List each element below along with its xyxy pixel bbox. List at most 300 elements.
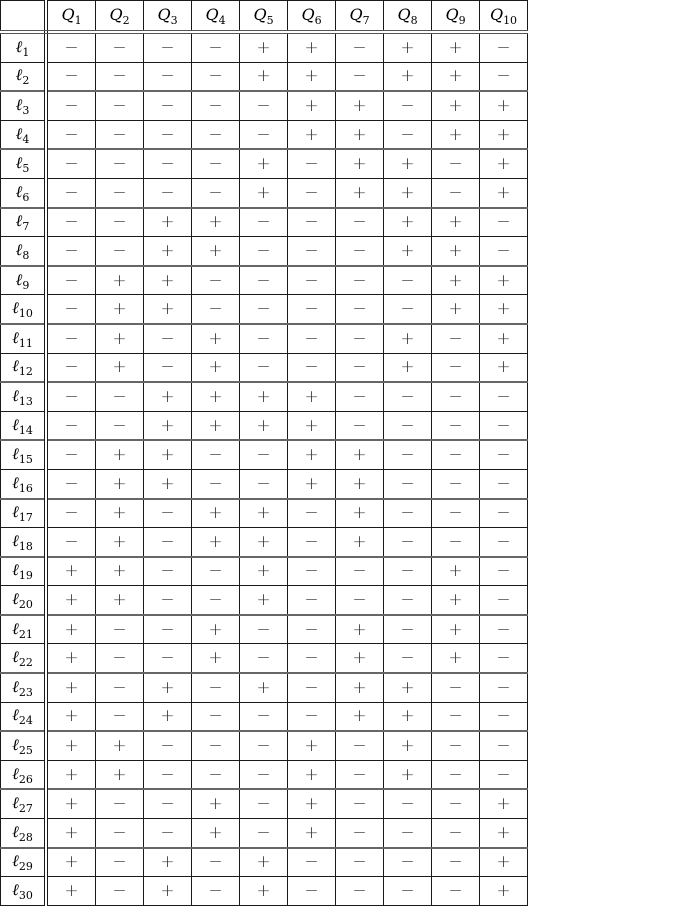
sign-cell: − xyxy=(336,877,384,906)
row-symbol: ℓ xyxy=(12,560,19,580)
sign-cell: − xyxy=(288,557,336,586)
sign-cell: + xyxy=(144,208,192,237)
row-index: 10 xyxy=(18,307,33,321)
sign-cell: − xyxy=(336,557,384,586)
sign-cell: − xyxy=(144,557,192,586)
row-symbol: ℓ xyxy=(12,880,19,900)
row-symbol: ℓ xyxy=(15,153,23,173)
sign-cell: + xyxy=(192,789,240,818)
sign-cell: − xyxy=(384,266,432,295)
sign-cell: + xyxy=(240,499,288,528)
row-symbol: ℓ xyxy=(12,327,19,347)
column-symbol: Q xyxy=(301,4,315,24)
sign-cell: − xyxy=(46,178,96,207)
row-symbol: ℓ xyxy=(12,647,19,667)
sign-cell: + xyxy=(144,382,192,411)
sign-cell: + xyxy=(240,877,288,906)
row-header xyxy=(1,644,47,673)
sign-cell: + xyxy=(96,499,144,528)
sign-cell: + xyxy=(144,266,192,295)
table-row xyxy=(1,848,528,877)
row-index: 22 xyxy=(18,656,33,670)
sign-cell: − xyxy=(96,702,144,731)
sign-cell: + xyxy=(144,411,192,440)
row-header xyxy=(1,178,47,207)
sign-cell: − xyxy=(96,382,144,411)
sign-cell: − xyxy=(144,789,192,818)
sign-cell: − xyxy=(96,615,144,644)
sign-cell: − xyxy=(480,440,528,469)
sign-cell: − xyxy=(336,760,384,789)
column-symbol: Q xyxy=(253,4,267,24)
row-header xyxy=(1,731,47,760)
row-symbol: ℓ xyxy=(15,181,23,201)
sign-cell: + xyxy=(240,673,288,702)
table-row xyxy=(1,877,528,906)
sign-cell: + xyxy=(432,32,480,62)
sign-cell: − xyxy=(288,499,336,528)
sign-cell: − xyxy=(480,411,528,440)
column-header-q10 xyxy=(480,1,528,33)
sign-cell: + xyxy=(192,819,240,848)
sign-cell: + xyxy=(96,295,144,324)
row-symbol: ℓ xyxy=(12,705,19,725)
sign-cell: + xyxy=(480,91,528,120)
sign-cell: + xyxy=(288,789,336,818)
sign-cell: − xyxy=(96,819,144,848)
sign-cell: − xyxy=(144,528,192,557)
row-header xyxy=(1,237,47,266)
column-header-q1 xyxy=(46,1,96,33)
sign-cell: + xyxy=(288,469,336,498)
sign-cell: + xyxy=(384,178,432,207)
column-symbol: Q xyxy=(61,4,75,24)
sign-cell: − xyxy=(384,499,432,528)
sign-cell: + xyxy=(480,266,528,295)
sign-cell: − xyxy=(480,702,528,731)
sign-cell: + xyxy=(240,382,288,411)
sign-cell: − xyxy=(46,528,96,557)
table-row xyxy=(1,557,528,586)
sign-cell: + xyxy=(96,353,144,382)
row-index: 13 xyxy=(18,394,33,408)
sign-cell: − xyxy=(480,528,528,557)
table-row xyxy=(1,528,528,557)
sign-cell: + xyxy=(336,120,384,149)
sign-cell: − xyxy=(288,266,336,295)
sign-cell: + xyxy=(384,702,432,731)
row-header xyxy=(1,120,47,149)
column-header-q4 xyxy=(192,1,240,33)
row-symbol: ℓ xyxy=(15,211,23,231)
sign-cell: − xyxy=(144,586,192,615)
sign-cell: − xyxy=(336,208,384,237)
sign-cell: − xyxy=(240,440,288,469)
row-symbol: ℓ xyxy=(12,385,19,405)
sign-cell: − xyxy=(240,266,288,295)
sign-cell: − xyxy=(240,644,288,673)
sign-cell: + xyxy=(46,731,96,760)
sign-cell: − xyxy=(288,353,336,382)
row-index: 5 xyxy=(22,162,30,176)
sign-cell: + xyxy=(336,528,384,557)
sign-cell: − xyxy=(480,208,528,237)
sign-cell: + xyxy=(144,469,192,498)
row-index: 8 xyxy=(22,248,30,262)
sign-cell: + xyxy=(288,440,336,469)
sign-cell: − xyxy=(240,295,288,324)
sign-cell: − xyxy=(432,702,480,731)
sign-cell: − xyxy=(46,440,96,469)
row-index: 27 xyxy=(18,802,33,816)
sign-cell: + xyxy=(432,120,480,149)
table-row xyxy=(1,382,528,411)
sign-cell: − xyxy=(46,469,96,498)
sign-cell: − xyxy=(96,149,144,178)
table-row xyxy=(1,353,528,382)
row-header xyxy=(1,819,47,848)
sign-cell: − xyxy=(96,237,144,266)
sign-cell: − xyxy=(432,528,480,557)
column-symbol: Q xyxy=(109,4,123,24)
table-row xyxy=(1,178,528,207)
row-header xyxy=(1,411,47,440)
row-header xyxy=(1,469,47,498)
sign-cell: + xyxy=(384,32,432,62)
row-index: 14 xyxy=(18,423,33,437)
row-index: 29 xyxy=(18,860,33,874)
sign-cell: − xyxy=(288,208,336,237)
sign-cell: + xyxy=(480,819,528,848)
sign-cell: + xyxy=(480,353,528,382)
sign-cell: + xyxy=(432,208,480,237)
table-row xyxy=(1,208,528,237)
sign-cell: + xyxy=(240,149,288,178)
sign-cell: + xyxy=(46,877,96,906)
sign-cell: + xyxy=(46,615,96,644)
sign-cell: − xyxy=(96,644,144,673)
sign-cell: + xyxy=(432,62,480,91)
row-header xyxy=(1,208,47,237)
column-symbol: Q xyxy=(349,4,363,24)
sign-cell: + xyxy=(288,760,336,789)
sign-cell: − xyxy=(336,819,384,848)
sign-cell: + xyxy=(96,469,144,498)
row-header xyxy=(1,848,47,877)
row-header xyxy=(1,91,47,120)
sign-cell: − xyxy=(144,499,192,528)
sign-cell: − xyxy=(336,411,384,440)
row-index: 18 xyxy=(18,539,33,553)
sign-cell: + xyxy=(240,32,288,62)
sign-cell: − xyxy=(240,615,288,644)
sign-cell: + xyxy=(240,62,288,91)
table-row xyxy=(1,32,528,62)
row-index: 15 xyxy=(18,453,33,467)
column-index: 1 xyxy=(74,13,82,27)
table-row xyxy=(1,499,528,528)
sign-cell: + xyxy=(46,586,96,615)
sign-cell: + xyxy=(144,237,192,266)
row-header xyxy=(1,149,47,178)
sign-cell: + xyxy=(384,62,432,91)
sign-cell: + xyxy=(46,848,96,877)
column-index: 9 xyxy=(458,13,466,27)
column-index: 2 xyxy=(122,13,130,27)
sign-cell: − xyxy=(384,469,432,498)
sign-cell: − xyxy=(336,353,384,382)
column-index: 6 xyxy=(314,13,322,27)
sign-cell: + xyxy=(384,731,432,760)
table-row xyxy=(1,731,528,760)
sign-cell: − xyxy=(288,237,336,266)
table-row xyxy=(1,440,528,469)
row-index: 19 xyxy=(18,569,33,583)
sign-cell: − xyxy=(46,324,96,353)
sign-cell: − xyxy=(192,469,240,498)
sign-cell: + xyxy=(480,324,528,353)
table-row xyxy=(1,702,528,731)
sign-cell: − xyxy=(46,499,96,528)
row-index: 17 xyxy=(18,511,33,525)
sign-cell: − xyxy=(192,178,240,207)
sign-cell: + xyxy=(288,382,336,411)
sign-cell: + xyxy=(336,440,384,469)
sign-cell: − xyxy=(46,411,96,440)
sign-cell: + xyxy=(46,760,96,789)
column-header-q8 xyxy=(384,1,432,33)
sign-cell: − xyxy=(336,62,384,91)
sign-cell: − xyxy=(384,411,432,440)
sign-cell: + xyxy=(46,789,96,818)
row-symbol: ℓ xyxy=(12,735,19,755)
sign-cell: − xyxy=(240,702,288,731)
sign-cell: + xyxy=(144,848,192,877)
sign-cell: − xyxy=(480,32,528,62)
sign-cell: + xyxy=(144,673,192,702)
sign-cell: − xyxy=(432,149,480,178)
sign-cell: − xyxy=(96,91,144,120)
sign-cell: + xyxy=(288,731,336,760)
sign-cell: + xyxy=(192,644,240,673)
table-row xyxy=(1,789,528,818)
sign-cell: + xyxy=(192,324,240,353)
sign-cell: − xyxy=(192,149,240,178)
row-index: 16 xyxy=(18,481,33,495)
sign-cell: − xyxy=(96,32,144,62)
sign-cell: + xyxy=(144,702,192,731)
sign-cell: − xyxy=(192,848,240,877)
sign-cell: − xyxy=(192,702,240,731)
sign-cell: + xyxy=(96,586,144,615)
sign-cell: − xyxy=(336,324,384,353)
row-symbol: ℓ xyxy=(15,94,23,114)
sign-cell: + xyxy=(288,411,336,440)
sign-cell: + xyxy=(240,586,288,615)
column-symbol: Q xyxy=(157,4,171,24)
sign-cell: − xyxy=(240,91,288,120)
table-row xyxy=(1,644,528,673)
sign-cell: + xyxy=(288,91,336,120)
sign-cell: − xyxy=(96,120,144,149)
sign-cell: + xyxy=(192,208,240,237)
sign-cell: + xyxy=(96,557,144,586)
table-row xyxy=(1,120,528,149)
sign-cell: − xyxy=(432,178,480,207)
sign-cell: − xyxy=(480,237,528,266)
sign-cell: + xyxy=(192,615,240,644)
sign-cell: − xyxy=(46,149,96,178)
sign-cell: − xyxy=(432,324,480,353)
row-index: 7 xyxy=(22,220,30,234)
row-symbol: ℓ xyxy=(12,821,19,841)
sign-cell: + xyxy=(384,237,432,266)
sign-cell: + xyxy=(240,557,288,586)
sign-cell: − xyxy=(336,295,384,324)
sign-cell: − xyxy=(192,877,240,906)
sign-cell: − xyxy=(480,557,528,586)
sign-cell: + xyxy=(384,760,432,789)
row-header xyxy=(1,324,47,353)
sign-cell: − xyxy=(480,760,528,789)
sign-cell: + xyxy=(144,440,192,469)
row-index: 20 xyxy=(18,598,33,612)
row-header xyxy=(1,440,47,469)
table-row xyxy=(1,324,528,353)
sign-cell: − xyxy=(384,295,432,324)
column-index: 3 xyxy=(170,13,178,27)
table-row xyxy=(1,819,528,848)
sign-cell: − xyxy=(192,91,240,120)
sign-cell: − xyxy=(384,848,432,877)
sign-cell: − xyxy=(192,673,240,702)
sign-cell: − xyxy=(336,586,384,615)
sign-cell: − xyxy=(96,848,144,877)
sign-cell: − xyxy=(480,644,528,673)
sign-cell: + xyxy=(240,411,288,440)
row-header xyxy=(1,528,47,557)
row-symbol: ℓ xyxy=(15,36,23,56)
sign-cell: − xyxy=(240,469,288,498)
row-index: 6 xyxy=(22,190,30,204)
sign-cell: − xyxy=(144,760,192,789)
sign-cell: − xyxy=(336,848,384,877)
column-header-q2 xyxy=(96,1,144,33)
sign-cell: + xyxy=(96,324,144,353)
sign-cell: − xyxy=(480,469,528,498)
sign-cell: − xyxy=(432,877,480,906)
sign-cell: − xyxy=(46,237,96,266)
sign-cell: + xyxy=(480,295,528,324)
column-header-q5 xyxy=(240,1,288,33)
sign-cell: + xyxy=(432,237,480,266)
sign-cell: + xyxy=(192,499,240,528)
sign-cell: + xyxy=(240,528,288,557)
column-index: 10 xyxy=(503,13,518,27)
sign-cell: − xyxy=(384,819,432,848)
sign-cell: − xyxy=(480,586,528,615)
sign-cell: + xyxy=(432,586,480,615)
sign-cell: − xyxy=(240,819,288,848)
sign-cell: − xyxy=(336,237,384,266)
sign-cell: − xyxy=(192,295,240,324)
sign-cell: + xyxy=(46,819,96,848)
sign-cell: − xyxy=(96,62,144,91)
sign-cell: − xyxy=(432,789,480,818)
sign-cell: − xyxy=(240,120,288,149)
sign-cell: − xyxy=(46,295,96,324)
sign-cell: − xyxy=(144,91,192,120)
row-index: 26 xyxy=(18,772,33,786)
sign-cell: − xyxy=(144,32,192,62)
row-header xyxy=(1,702,47,731)
sign-cell: + xyxy=(46,673,96,702)
sign-cell: − xyxy=(96,877,144,906)
row-symbol: ℓ xyxy=(12,502,19,522)
sign-cell: + xyxy=(384,353,432,382)
corner-cell xyxy=(1,1,47,33)
sign-cell: + xyxy=(384,208,432,237)
row-index: 2 xyxy=(22,74,30,88)
sign-cell: + xyxy=(288,32,336,62)
row-symbol: ℓ xyxy=(12,298,19,318)
sign-cell: − xyxy=(192,266,240,295)
sign-cell: + xyxy=(192,382,240,411)
sign-cell: − xyxy=(384,528,432,557)
sign-cell: − xyxy=(144,178,192,207)
sign-cell: − xyxy=(432,440,480,469)
row-symbol: ℓ xyxy=(12,589,19,609)
sign-cell: + xyxy=(96,528,144,557)
sign-cell: − xyxy=(288,673,336,702)
sign-cell: + xyxy=(46,644,96,673)
sign-cell: − xyxy=(384,120,432,149)
table-row xyxy=(1,266,528,295)
sign-cell: − xyxy=(288,295,336,324)
sign-cell: + xyxy=(336,149,384,178)
table-row xyxy=(1,411,528,440)
sign-cell: − xyxy=(432,411,480,440)
sign-cell: + xyxy=(288,62,336,91)
sign-cell: + xyxy=(384,149,432,178)
sign-cell: + xyxy=(96,760,144,789)
sign-cell: + xyxy=(192,411,240,440)
sign-cell: − xyxy=(480,382,528,411)
sign-cell: + xyxy=(480,789,528,818)
row-symbol: ℓ xyxy=(12,444,19,464)
header-row xyxy=(1,1,528,33)
column-index: 5 xyxy=(266,13,274,27)
sign-cell: − xyxy=(144,120,192,149)
sign-cell: + xyxy=(336,499,384,528)
sign-cell: − xyxy=(288,848,336,877)
row-index: 1 xyxy=(22,45,30,59)
row-header xyxy=(1,760,47,789)
sign-cell: − xyxy=(144,731,192,760)
sign-cell: + xyxy=(336,644,384,673)
sign-cell: − xyxy=(384,789,432,818)
sign-cell: − xyxy=(96,673,144,702)
sign-cell: − xyxy=(46,32,96,62)
row-symbol: ℓ xyxy=(12,793,19,813)
sign-cell: + xyxy=(432,644,480,673)
sign-cell: − xyxy=(46,91,96,120)
column-header-q7 xyxy=(336,1,384,33)
sign-cell: − xyxy=(192,557,240,586)
table-row xyxy=(1,615,528,644)
sign-cell: + xyxy=(480,120,528,149)
row-index: 23 xyxy=(18,685,33,699)
